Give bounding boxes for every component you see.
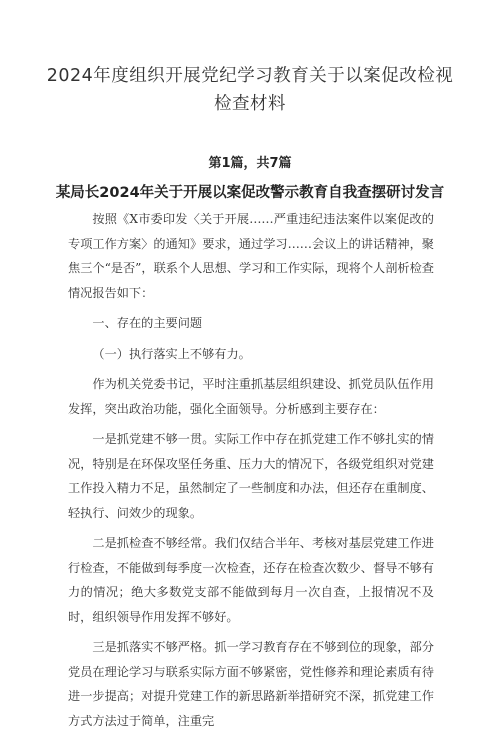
paragraph: 三是抓落实不够严格。抓一学习教育存在不够到位的现象，部分党员在理论学习与联系实际方面不够紧密，党性修养和理论素质有待进一步提高；对提升党建工作的新思路新举措研究不深，抓党建工作方式方法过于简单，注重完 xyxy=(68,640,434,728)
paragraph: 作为机关党委书记，平时注重抓基层组织建设、抓党员队伍作用发挥，突出政治功能，强化全面领导。分析感到主要存在： xyxy=(68,377,434,416)
paragraph-intro: 按照《X市委印发〈关于开展……严重违纪违法案件以案促改的专项工作方案〉的通知》要求，通过学习……会议上的讲话精神，聚焦三个“是否”，联系个人思想、学习和工作实际，现将个人剖析检查情况报告如下： xyxy=(68,212,434,300)
paragraph: 二是抓检查不够经常。我们仅结合半年、考核对基层党建工作进行检查，不能做到每季度一次检查，还存在检查次数少、督导不够有力的情况；绝大多数党支部不能做到每月一次自查，上报情况不及时，组织领导作用发挥不够好。 xyxy=(68,536,434,624)
section-heading: 一、存在的主要问题 xyxy=(92,316,203,330)
document-title: 2024年度组织开展党纪学习教育关于以案促改检视检查材料 xyxy=(46,66,454,114)
subsection-heading: （一）执行落实上不够有力。 xyxy=(92,346,251,361)
document-body xyxy=(68,207,434,733)
paragraph: 一是抓党建不够一贯。实际工作中存在抓党建工作不够扎实的情况，特别是在环保攻坚任务重、压力大的情况下，各级党组织对党建工作投入精力不足，虽然制定了一些制度和办法，但还存在重制度、轻执行、问效少的现象。 xyxy=(68,432,434,520)
article-title: 某局长2024年关于开展以案促改警示教育自我查摆研讨发言 xyxy=(55,185,445,201)
part-label: 第1篇，共7篇 xyxy=(208,156,292,171)
